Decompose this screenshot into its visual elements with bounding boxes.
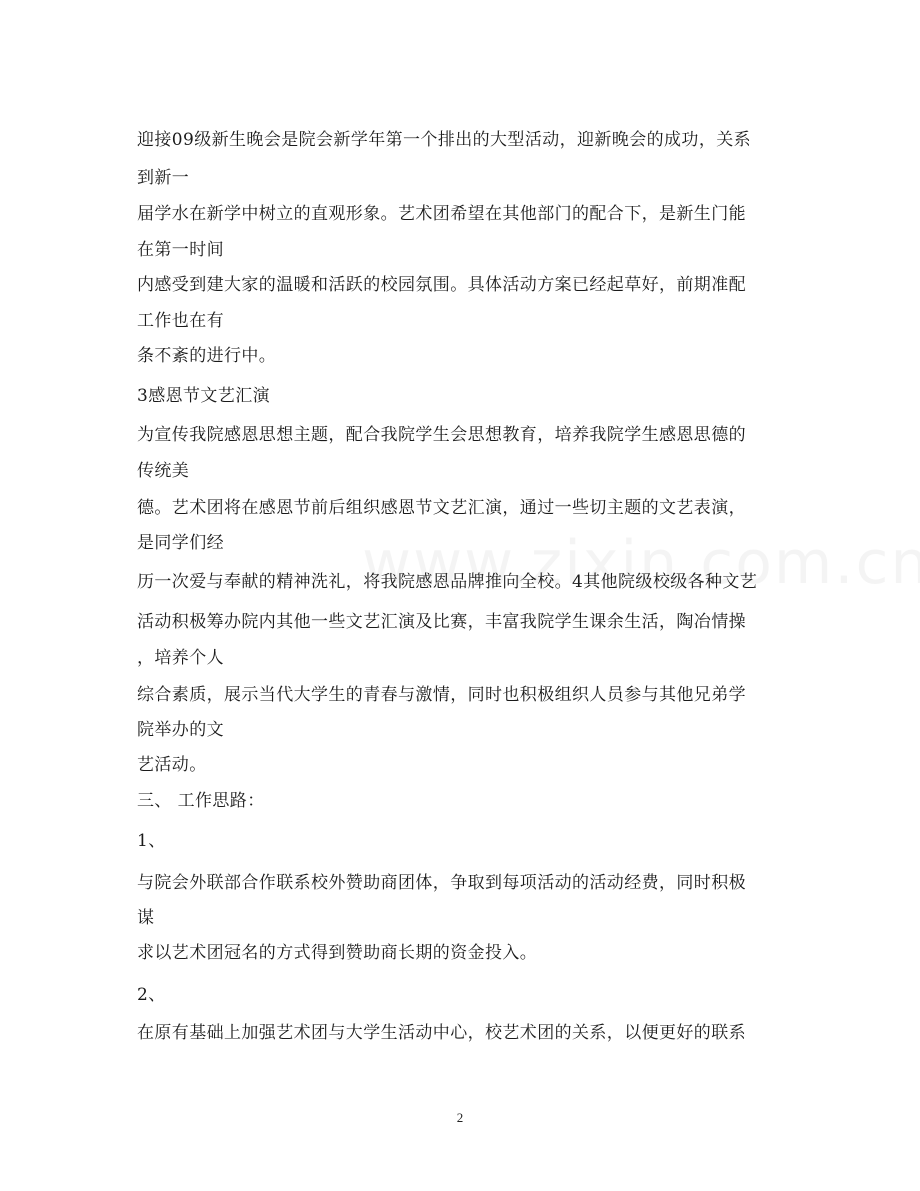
list-number: 2、 (137, 985, 166, 1005)
text-line: ，培养个人 (137, 648, 224, 668)
text-line: 与院会外联部合作联系校外赞助商团体，争取到每项活动的活动经费，同时积极 (137, 873, 746, 893)
section-heading: 3感恩节文艺汇演 (137, 386, 271, 406)
text-line: 届学水在新学中树立的直观形象。艺术团希望在其他部门的配合下，是新生门能 (137, 204, 746, 224)
text-line: 迎接09级新生晚会是院会新学年第一个排出的大型活动，迎新晚会的成功，关系 (137, 130, 752, 150)
page-number: 2 (456, 1110, 464, 1125)
text-line: 艺活动。 (137, 755, 207, 775)
text-line: 传统美 (137, 461, 190, 481)
text-line: 内感受到建大家的温暖和活跃的校园氛围。具体活动方案已经起草好，前期准配 (137, 275, 746, 295)
text-line: 德。艺术团将在感恩节前后组织感恩节文艺汇演，通过一些切主题的文艺表演， (137, 498, 746, 518)
text-line: 院举办的文 (137, 720, 224, 740)
text-line: 为宣传我院感恩思想主题，配合我院学生会思想教育，培养我院学生感恩思德的 (137, 425, 746, 445)
text-line: 到新一 (137, 168, 190, 188)
text-line: 求以艺术团冠名的方式得到赞助商长期的资金投入。 (137, 943, 538, 963)
text-line: 综合素质，展示当代大学生的青春与激情，同时也积极组织人员参与其他兄弟学 (137, 685, 746, 705)
list-number: 1、 (137, 831, 166, 851)
text-line: 活动积极筹办院内其他一些文艺汇演及比赛，丰富我院学生课余生活，陶冶情操 (137, 612, 746, 632)
text-line: 条不紊的进行中。 (137, 346, 277, 366)
text-line: 在原有基础上加强艺术团与大学生活动中心，校艺术团的关系，以便更好的联系 (137, 1023, 746, 1043)
text-line: 谋 (137, 908, 155, 928)
text-line: 在第一时间 (137, 240, 224, 260)
section-heading: 三、 工作思路： (137, 791, 265, 811)
text-line: 工作也在有 (137, 311, 224, 331)
text-line: 是同学们经 (137, 533, 224, 553)
text-line: 历一次爱与奉献的精神洗礼，将我院感恩品牌推向全校。4其他院级校级各种文艺 (137, 572, 758, 592)
